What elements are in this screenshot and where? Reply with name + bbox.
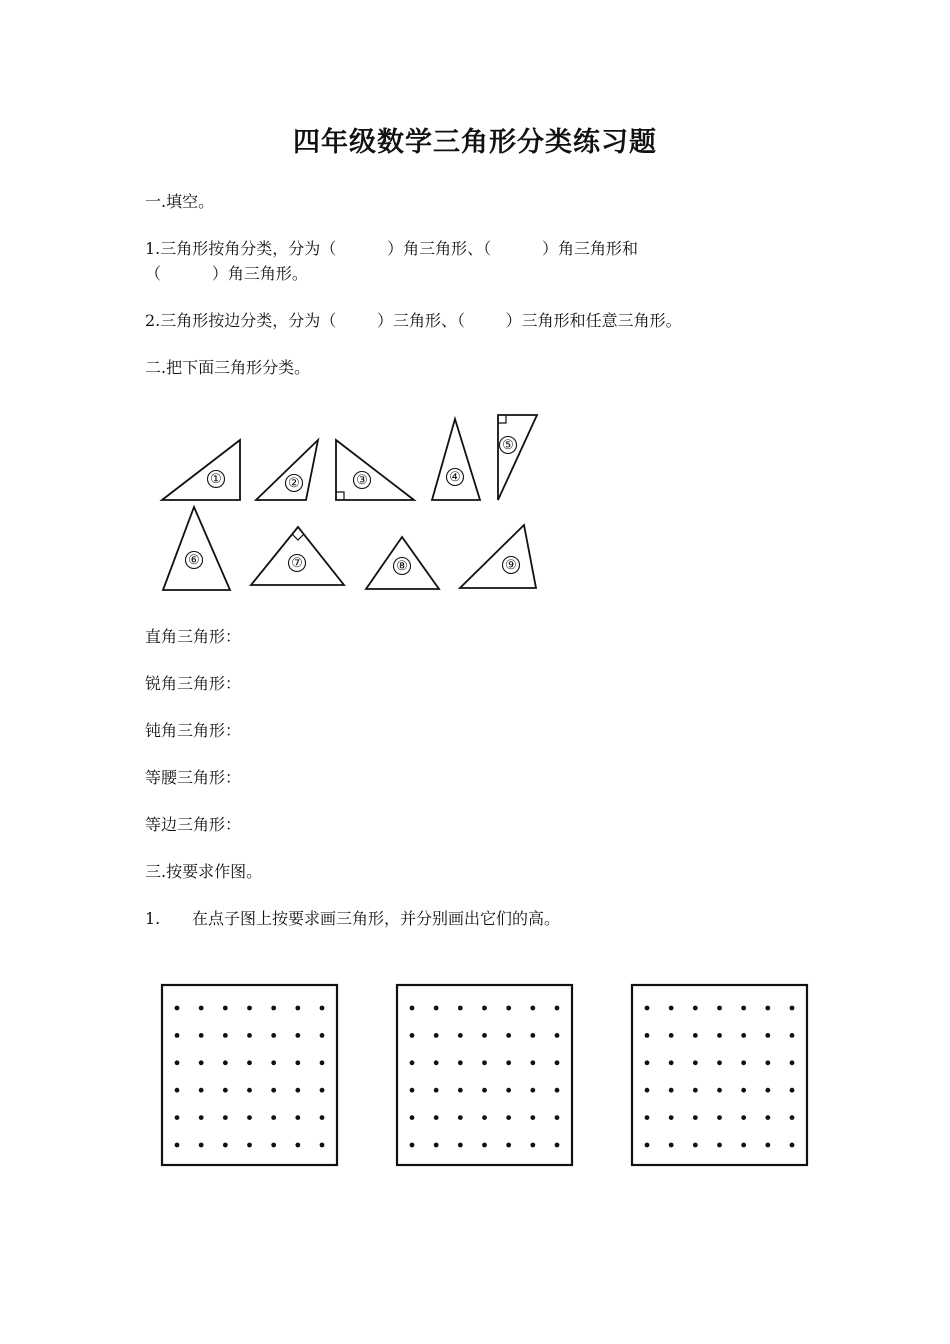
grid-dot (320, 1060, 325, 1065)
grid-dot (199, 1088, 204, 1093)
grid-dot (223, 1033, 228, 1038)
grid-dot (434, 1006, 439, 1011)
grid-dot (482, 1088, 487, 1093)
grid-dot (741, 1088, 746, 1093)
grid-dot (223, 1006, 228, 1011)
triangle-4 (432, 419, 480, 500)
section3-question-text: 在点子图上按要求画三角形，并分别画出它们的高。 (192, 909, 561, 928)
triangle-2 (256, 440, 318, 500)
section3-heading: 三.按要求作图。 (145, 862, 263, 881)
grid-dot (458, 1143, 463, 1148)
grid-dot (458, 1006, 463, 1011)
page-title: 四年级数学三角形分类练习题 (293, 127, 657, 158)
question-1-line2: （ ）角三角形。 (145, 264, 308, 283)
category-isosceles: 等腰三角形： (145, 768, 242, 787)
grid-dot (482, 1006, 487, 1011)
grid-dot (530, 1060, 535, 1065)
grid-dot (645, 1088, 650, 1093)
grid-dot (506, 1033, 511, 1038)
grid-dot (295, 1060, 300, 1065)
grid-dot (295, 1088, 300, 1093)
triangles-figure (150, 405, 550, 600)
grid-dot (645, 1143, 650, 1148)
grid-dot (458, 1115, 463, 1120)
grid-dot (271, 1143, 276, 1148)
grid-dot (669, 1060, 674, 1065)
triangle-6 (163, 507, 230, 590)
grid-dot (223, 1060, 228, 1065)
grid-dot (669, 1115, 674, 1120)
grid-dot (410, 1060, 415, 1065)
grid-dot (765, 1088, 770, 1093)
section1-heading: 一.填空。 (145, 192, 215, 211)
grid-dot (175, 1143, 180, 1148)
triangle-3 (336, 440, 414, 500)
grid-dot (645, 1115, 650, 1120)
grid-dot (482, 1060, 487, 1065)
grid-dot (434, 1033, 439, 1038)
grid-dot (247, 1143, 252, 1148)
triangle-label-4: ④ (449, 470, 461, 485)
grid-dot (320, 1006, 325, 1011)
category-obtuse: 钝角三角形： (145, 721, 242, 740)
grid-dot (765, 1143, 770, 1148)
grid-dot (555, 1060, 560, 1065)
grid-dot (790, 1115, 795, 1120)
grid-dot (530, 1115, 535, 1120)
grid-dot (669, 1033, 674, 1038)
grid-dot (320, 1143, 325, 1148)
grid-dot (199, 1006, 204, 1011)
grid-dot (765, 1033, 770, 1038)
grid-dot (693, 1088, 698, 1093)
grid-dot (717, 1115, 722, 1120)
grid-dot (434, 1088, 439, 1093)
grid-dot (295, 1115, 300, 1120)
triangle-5 (498, 415, 537, 500)
question-1-line1: 1.三角形按角分类，分为（ ）角三角形、（ ）角三角形和 (145, 239, 638, 258)
grid-dot (199, 1115, 204, 1120)
category-right: 直角三角形： (145, 627, 242, 646)
grid-dot (271, 1115, 276, 1120)
grid-dot (555, 1033, 560, 1038)
grid-dot (434, 1060, 439, 1065)
grid-dot (693, 1115, 698, 1120)
grid-dot (482, 1033, 487, 1038)
triangle-label-8: ⑧ (396, 559, 408, 574)
grid-dot (320, 1115, 325, 1120)
grid-dot (506, 1088, 511, 1093)
grid-dot (320, 1088, 325, 1093)
triangle-label-7: ⑦ (291, 556, 303, 571)
grid-dot (717, 1033, 722, 1038)
grid-dot (247, 1006, 252, 1011)
grid-dot (175, 1033, 180, 1038)
grid-dot (765, 1115, 770, 1120)
grid-dot (410, 1143, 415, 1148)
grid-dot (223, 1088, 228, 1093)
grid-dot (458, 1033, 463, 1038)
grid-dot (506, 1006, 511, 1011)
grid-dot (555, 1115, 560, 1120)
section3-question-number: 1. (145, 909, 161, 928)
grid-dot (506, 1060, 511, 1065)
triangle-label-9: ⑨ (505, 558, 517, 573)
grid-dot (434, 1143, 439, 1148)
grid-dot (555, 1006, 560, 1011)
grid-dot (790, 1088, 795, 1093)
grid-dot (717, 1060, 722, 1065)
grid-dot (645, 1006, 650, 1011)
grid-dot (645, 1060, 650, 1065)
grid-dot (199, 1060, 204, 1065)
grid-dot (482, 1115, 487, 1120)
grid-dot (717, 1088, 722, 1093)
grid-dot (790, 1143, 795, 1148)
grid-dot (482, 1143, 487, 1148)
triangle-label-5: ⑤ (502, 438, 514, 453)
grid-dot (765, 1060, 770, 1065)
grid-dot (530, 1143, 535, 1148)
triangle-label-3: ③ (356, 473, 368, 488)
grid-dot (693, 1060, 698, 1065)
question-2: 2.三角形按边分类，分为（ ）三角形、（ ）三角形和任意三角形。 (145, 311, 682, 330)
grid-dot (693, 1143, 698, 1148)
grid-dot (530, 1088, 535, 1093)
section2-heading: 二.把下面三角形分类。 (145, 358, 311, 377)
grid-dot (741, 1060, 746, 1065)
grid-dot (669, 1006, 674, 1011)
grid-dot (458, 1060, 463, 1065)
grid-dot (295, 1006, 300, 1011)
triangle-1 (162, 440, 240, 500)
grid-dot (199, 1143, 204, 1148)
grid-dot (790, 1060, 795, 1065)
grid-dot (458, 1088, 463, 1093)
grid-dot (645, 1033, 650, 1038)
grid-dot (223, 1143, 228, 1148)
grid-dot (410, 1006, 415, 1011)
grid-dot (271, 1006, 276, 1011)
grid-dot (555, 1143, 560, 1148)
grid-dot (247, 1060, 252, 1065)
grid-dot (741, 1115, 746, 1120)
grid-dot (271, 1088, 276, 1093)
grid-dot (790, 1033, 795, 1038)
dot-grid-box (397, 985, 572, 1165)
grid-dot (717, 1143, 722, 1148)
grid-dot (669, 1143, 674, 1148)
grid-dot (247, 1088, 252, 1093)
grid-dot (506, 1115, 511, 1120)
grid-dot (765, 1006, 770, 1011)
grid-dot (223, 1115, 228, 1120)
grid-dot (295, 1033, 300, 1038)
grid-dot (410, 1115, 415, 1120)
grid-dot (410, 1033, 415, 1038)
grid-dot (410, 1088, 415, 1093)
grid-dot (717, 1006, 722, 1011)
grid-dot (790, 1006, 795, 1011)
grid-dot (669, 1088, 674, 1093)
dot-grid-box (162, 985, 337, 1165)
grid-dot (271, 1060, 276, 1065)
grid-dot (741, 1033, 746, 1038)
grid-dot (530, 1006, 535, 1011)
grid-dot (175, 1088, 180, 1093)
grid-dot (741, 1006, 746, 1011)
triangle-label-2: ② (288, 476, 300, 491)
grid-dot (693, 1033, 698, 1038)
grid-dot (175, 1060, 180, 1065)
grid-dot (175, 1006, 180, 1011)
grid-dot (741, 1143, 746, 1148)
grid-dot (320, 1033, 325, 1038)
triangle-9 (460, 525, 536, 588)
triangle-label-1: ① (210, 472, 222, 487)
dot-grid-box (632, 985, 807, 1165)
grid-dot (247, 1115, 252, 1120)
grid-dot (693, 1006, 698, 1011)
dot-grids (155, 965, 820, 1180)
category-acute: 锐角三角形： (145, 674, 242, 693)
grid-dot (247, 1033, 252, 1038)
grid-dot (295, 1143, 300, 1148)
category-equilateral: 等边三角形： (145, 815, 242, 834)
grid-dot (530, 1033, 535, 1038)
grid-dot (199, 1033, 204, 1038)
grid-dot (555, 1088, 560, 1093)
grid-dot (434, 1115, 439, 1120)
triangle-label-6: ⑥ (188, 553, 200, 568)
grid-dot (271, 1033, 276, 1038)
grid-dot (506, 1143, 511, 1148)
grid-dot (175, 1115, 180, 1120)
